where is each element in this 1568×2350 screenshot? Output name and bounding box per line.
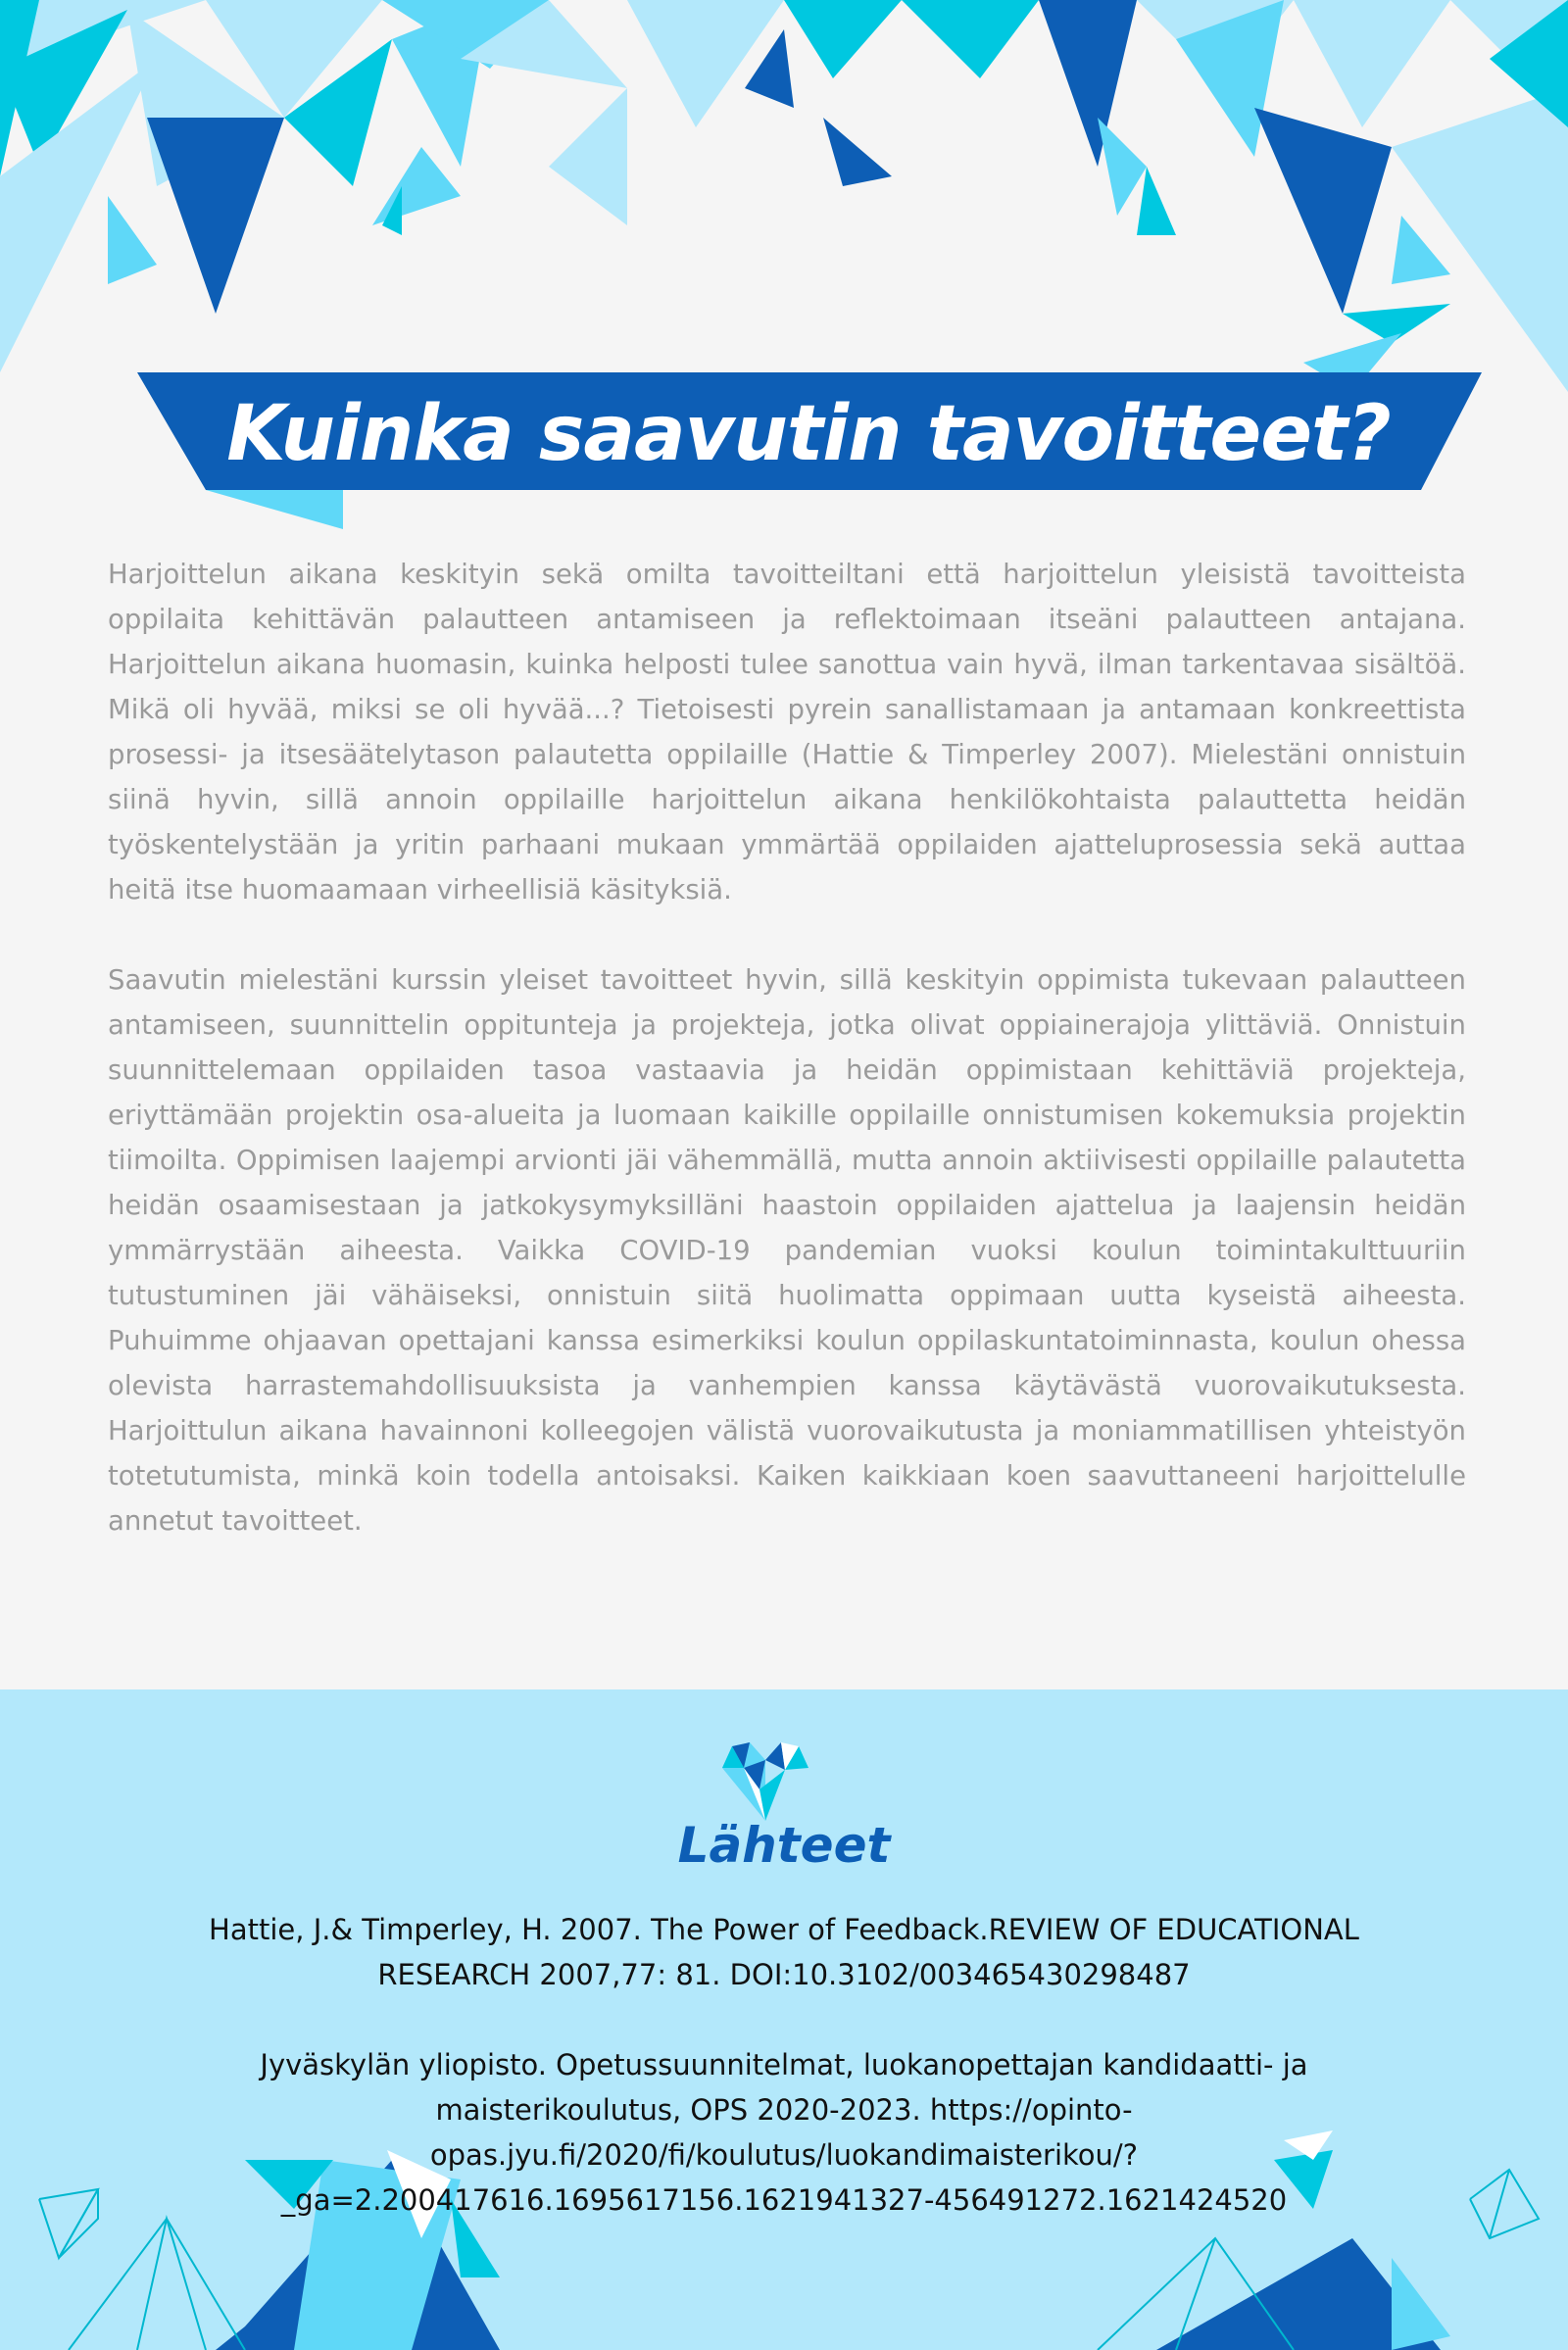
body-paragraph-1: Harjoittelun aikana keskityin sekä omilta tavoitteiltani että harjoittelun yleisistä tavoitteista oppilaita kehittävän palautteen antamiseen ja reflektoimaan itseäni palautteen antajana. Harjoittelun aikana huomasin, kuinka helposti tulee sanottua vain hyvä, ilman tarkentavaa sisältöä. Mikä oli hyvää, miksi se oli hyvää...? Tietoisesti pyrein sanallistamaan ja antamaan konkreettista prosessi- ja itsesäätelytason palautetta oppilaille (Hattie & Timperley 2007). Mielestäni onnistuin siinä hyvin, sillä annoin oppilaille harjoittelun aikana henkilökohtaista palauttetta heidän työskentelystään ja yritin parhaani mukaan ymmärtää oppilaiden ajatteluprosessia sekä auttaa heitä itse huomaamaan virheellisiä käsityksiä. [108,559,1466,906]
body-paragraph-2: Saavutin mielestäni kurssin yleiset tavoitteet hyvin, sillä keskityin oppimista tukevaan palautteen antamiseen, suunnittelin oppitunteja ja projekteja, jotka olivat oppiainerajoja ylittäviä. Onnistuin suunnittelemaan oppilaiden tasoa vastaavia ja heidän oppimistaan kehittäviä projekteja, eriyttämään projektin osa-alueita ja luomaan kaikille oppilaille onnistumisen kokemuksia projektin tiimoilta. Oppimisen laajempi arvionti jäi vähemmällä, mutta annoin aktiivisesti oppilaille palautetta heidän osaamisestaan ja jatkokysymyksilläni haastoin oppilaiden ajattelua ja laajensin heidän ymmärrystään aiheesta. Vaikka COVID-19 pandemian vuoksi koulun toimintakulttuuriin tutustuminen jäi vähäiseksi, onnistuin siitä huolimatta oppimaan uutta kyseistä aiheesta. Puhuimme ohjaavan opettajani kanssa esimerkiksi koulun oppilaskuntatoiminnasta, koulun ohessa olevista harrastemahdollisuuksista ja vanhempien kanssa käytävästä vuorovaikutuksesta. Harjoittulun aikana havainnoni kolleegojen välistä vuorovaikutusta ja moniammatillisen yhteistyön totetutumista, minkä koin todella antoisaksi. Kaiken kaikkiaan koen saavuttaneeni harjoittelulle annetut tavoitteet. [108,964,1466,1537]
reference-line: Hattie, J.& Timperley, H. 2007. The Power of Feedback.REVIEW OF EDUCATIONAL [209,1913,1359,1946]
reference-link[interactable]: _ga=2.200417616.1695617156.1621941327-456491272.1621424520 [280,2183,1288,2217]
reference-line: maisterikoulutus, OPS 2020-2023. https://opinto- [435,2093,1133,2127]
body-text [108,552,1466,1589]
reference-item [157,1907,1411,1997]
reference-line: RESEARCH 2007,77: 81. DOI:10.3102/003465430298487 [377,1958,1191,1991]
heart-icon [720,1738,810,1823]
page-title: Kuinka saavutin tavoitteet? [226,390,1391,478]
reference-link[interactable]: opas.jyu.fi/2020/fi/koulutus/luokandimaisterikou/? [429,2138,1139,2172]
reference-line: Jyväskylän yliopisto. Opetussuunnitelmat, luokanopettajan kandidaatti- ja [260,2048,1308,2081]
sources-footer [0,1689,1568,2350]
reference-item [157,2042,1411,2223]
references-list [157,1907,1411,2268]
sources-heading: Lähteet [677,1817,891,1874]
